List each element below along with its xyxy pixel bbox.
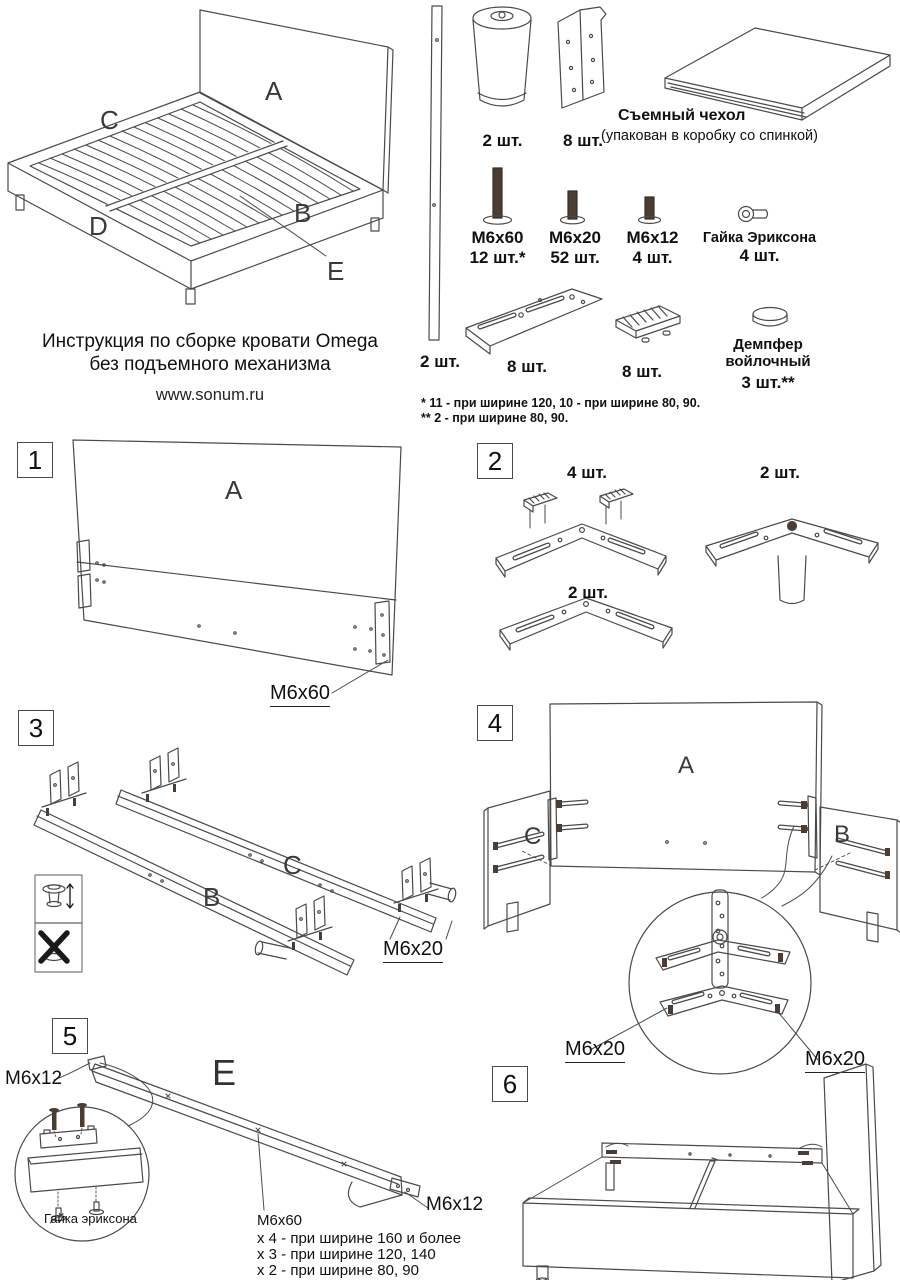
bolt-m6x60-label: M6x60 [471, 228, 524, 247]
bolt-m6x20-label: M6x20 [549, 228, 601, 247]
bolt-m6x20-qty: 52 шт. [550, 248, 600, 267]
erikson-nut-qty: 4 шт. [739, 246, 780, 265]
footnote-1: * 11 - при ширине 120, 10 - при ширине 80, 90. [421, 396, 701, 410]
angle-bracket-qty: 8 шт. [563, 131, 603, 150]
slat-holder-qty: 8 шт. [622, 362, 662, 381]
step5-bolt-note-title: M6x60 [257, 1212, 303, 1229]
bolt-m6x60-block [455, 228, 540, 268]
step5-nut-label: Гайка эриксона [44, 1211, 137, 1226]
felt-damper-qty: 3 шт.** [741, 373, 795, 392]
step5-bolt-note-1: x 4 - при ширине 160 и более [257, 1230, 462, 1247]
step1-label-a: A [225, 475, 243, 505]
bolt-m6x60-icon [484, 168, 512, 224]
leg-part-icon [473, 7, 531, 106]
cover-name: Съемный чехол [618, 107, 746, 124]
step2-qty-holders: 4 шт. [567, 463, 607, 482]
overview-label-headboard: A [265, 76, 283, 106]
bolt-m6x20-block [535, 228, 615, 268]
cover-note: (упакован в коробку со спинкой) [601, 128, 818, 144]
leg-qty: 2 шт. [482, 131, 523, 150]
step5-bolt-note [257, 1213, 461, 1278]
step2-number: 2 [477, 443, 513, 479]
slat-holder-part-icon [616, 306, 680, 342]
step3-label-c: C [283, 850, 302, 880]
step4-detail-bracket [656, 890, 790, 1016]
step4-label-c: C [524, 823, 542, 850]
no-castors-icon [35, 923, 82, 972]
felt-damper-block [693, 336, 843, 393]
overview-label-side-c: C [100, 105, 119, 135]
step4-label-b: B [834, 821, 851, 848]
step4-side-panel-b [820, 807, 900, 942]
step4-label-a: A [678, 752, 695, 779]
bolt-m6x60-qty: 12 шт.* [469, 248, 526, 267]
step2-qty-leg-plate: 2 шт. [760, 463, 800, 482]
overview-label-rail-e: E [327, 256, 345, 286]
slat-qty: 2 шт. [420, 352, 460, 371]
step1-number: 1 [17, 442, 53, 478]
bolt-m6x12-icon [639, 197, 661, 224]
title-line-2: без подъемного механизма [89, 354, 331, 375]
overview-label-side-b: B [294, 198, 312, 228]
overview-bed-drawing [0, 0, 450, 330]
footnote-2: ** 2 - при ширине 80, 90. [421, 411, 569, 425]
website-url: www.sonum.ru [155, 386, 265, 404]
step3-fastener-label: M6x20 [383, 938, 443, 963]
step4-number: 4 [477, 705, 513, 741]
step6-drawing [460, 1050, 900, 1280]
bolt-m6x12-qty: 4 шт. [632, 248, 673, 267]
adjustable-foot-icon [35, 875, 82, 923]
erikson-nut-icon [739, 207, 768, 222]
step5-bolt-note-2: x 3 - при ширине 120, 140 [257, 1246, 436, 1263]
step5-fastener-right: M6x12 [426, 1194, 484, 1215]
corner-plate-qty: 8 шт. [507, 357, 547, 376]
title-line-1: Инструкция по сборке кровати Omega [42, 331, 378, 352]
step2-plate-with-holders [496, 489, 666, 577]
step5-number: 5 [52, 1018, 88, 1054]
step6-number: 6 [492, 1066, 528, 1102]
bolt-m6x12-label: M6x12 [626, 228, 679, 247]
step5-fastener-bracket: M6x12 [5, 1068, 63, 1089]
erikson-nut-label: Гайка Эриксона [702, 230, 817, 246]
step2-plate-with-leg [706, 519, 878, 604]
felt-damper-icon [753, 308, 787, 327]
step4-side-panel-c [484, 791, 550, 932]
step3-number: 3 [18, 710, 54, 746]
step4-fastener-left: M6x20 [565, 1038, 625, 1063]
angle-bracket-part-icon [558, 7, 606, 108]
erikson-nut-block [697, 230, 822, 266]
sheet-title [10, 330, 410, 376]
step5-detail [28, 1103, 143, 1223]
step2-drawing [460, 430, 900, 690]
slat-part-icon [429, 6, 442, 340]
bolt-m6x20-icon [561, 191, 585, 224]
step3-label-b: B [203, 882, 221, 912]
step5-bolt-note-3: x 2 - при ширине 80, 90 [257, 1262, 419, 1279]
corner-plate-part-icon [466, 289, 602, 354]
step5-label-e: E [212, 1052, 237, 1093]
magnifier-circle [629, 892, 811, 1074]
step2-plate-plain [500, 598, 672, 650]
step4-fastener-right: M6x20 [805, 1048, 865, 1073]
step1-fastener-label: M6x60 [270, 682, 330, 707]
bolt-m6x12-block [615, 228, 690, 268]
overview-label-foot-d: D [89, 211, 108, 241]
step2-qty-plate: 2 шт. [568, 583, 608, 602]
step1-drawing [0, 430, 470, 710]
felt-damper-label: Демпфер войлочный [725, 336, 811, 370]
